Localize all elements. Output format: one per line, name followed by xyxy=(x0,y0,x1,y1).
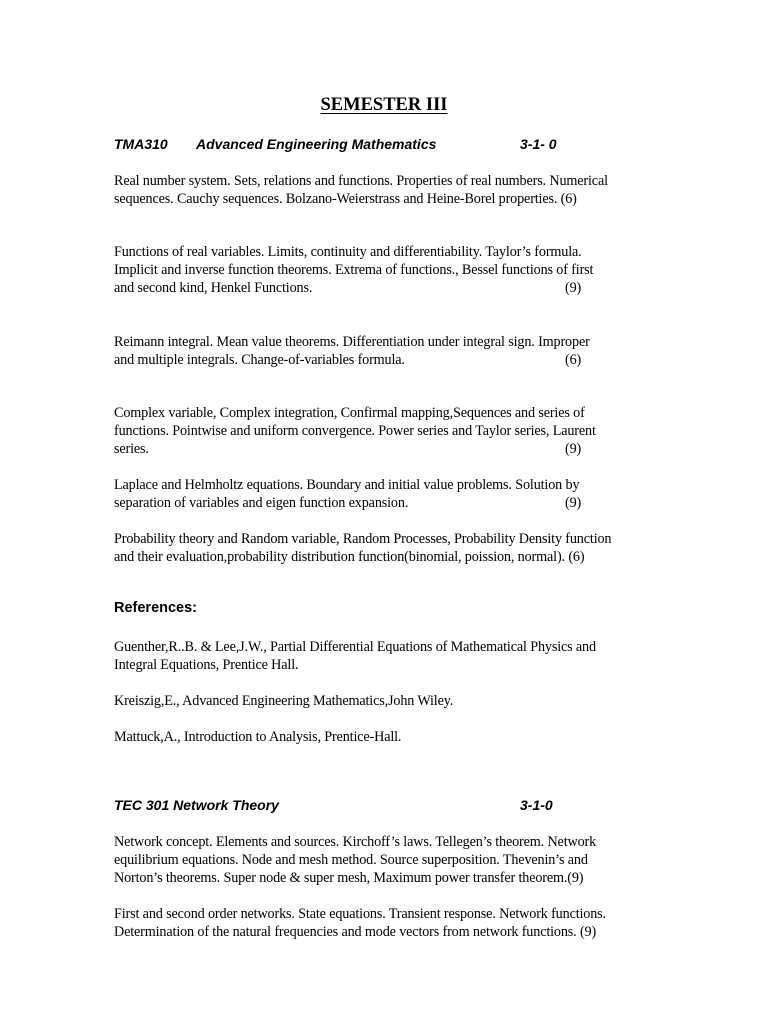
text-line: equilibrium equations. Node and mesh method. Source superposition. Thevenin’s and xyxy=(114,852,588,868)
text-line: sequences. Cauchy sequences. Bolzano-Weierstrass and Heine-Borel properties. (6) xyxy=(114,191,577,207)
text-line: Network concept. Elements and sources. Kirchoff’s laws. Tellegen’s theorem. Network xyxy=(114,834,597,850)
text-line: First and second order networks. State equations. Transient response. Network functions. xyxy=(114,906,606,922)
text-line: Integral Equations, Prentice Hall. xyxy=(114,657,299,673)
course2-code-name: TEC 301 Network Theory xyxy=(114,797,279,813)
text-line: series. xyxy=(114,441,149,457)
hours-label: (6) xyxy=(565,352,582,368)
text-line: Mattuck,A., Introduction to Analysis, Prentice-Hall. xyxy=(114,729,402,745)
course1-paragraph-1 xyxy=(114,172,654,208)
hours-label: (9) xyxy=(565,280,582,296)
references-heading: References: xyxy=(114,600,198,616)
text-line: Guenther,R..B. & Lee,J.W., Partial Differential Equations of Mathematical Physics and xyxy=(114,639,596,655)
text-line: Norton’s theorems. Super node & super mesh, Maximum power transfer theorem.(9) xyxy=(114,870,584,886)
text-line: Reimann integral. Mean value theorems. Differentiation under integral sign. Improper xyxy=(114,334,590,350)
hours-label: (9) xyxy=(565,495,582,511)
text-line: Implicit and inverse function theorems. Extrema of functions., Bessel functions of first xyxy=(114,262,594,278)
text-line: and second kind, Henkel Functions. xyxy=(114,280,313,296)
text-line: and multiple integrals. Change-of-variables formula. xyxy=(114,352,405,368)
text-line: Kreiszig,E., Advanced Engineering Mathematics,John Wiley. xyxy=(114,693,454,709)
course1-name: Advanced Engineering Mathematics xyxy=(196,136,437,152)
course1-paragraph-4 xyxy=(114,404,654,458)
text-line: Determination of the natural frequencies and mode vectors from network functions. (9) xyxy=(114,924,597,940)
text-line: Probability theory and Random variable, Random Processes, Probability Density function xyxy=(114,531,612,547)
text-line: Complex variable, Complex integration, Confirmal mapping,Sequences and series of xyxy=(114,405,585,421)
reference-item-3 xyxy=(114,728,654,746)
text-line: Functions of real variables. Limits, continuity and differentiability. Taylor’s formula. xyxy=(114,244,582,260)
hours-label: (9) xyxy=(565,441,582,457)
course1-paragraph-3 xyxy=(114,333,654,369)
course2-credits: 3-1-0 xyxy=(520,797,553,813)
text-line: separation of variables and eigen function expansion. xyxy=(114,495,409,511)
reference-item-2 xyxy=(114,692,654,710)
course2-paragraph-1 xyxy=(114,833,654,887)
course2-paragraph-2 xyxy=(114,905,654,941)
text-line: functions. Pointwise and uniform convergence. Power series and Taylor series, Laurent xyxy=(114,423,596,439)
semester-title: SEMESTER III xyxy=(320,95,448,115)
course1-paragraph-2 xyxy=(114,243,654,297)
course1-paragraph-5 xyxy=(114,476,654,512)
course1-paragraph-6 xyxy=(114,530,654,566)
reference-item-1 xyxy=(114,638,654,674)
text-line: and their evaluation,probability distribution function(binomial, poission, normal). (6) xyxy=(114,549,585,565)
course1-code: TMA310 xyxy=(114,136,168,152)
text-line: Real number system. Sets, relations and functions. Properties of real numbers. Numerical xyxy=(114,173,608,189)
course1-credits: 3-1- 0 xyxy=(520,136,557,152)
text-line: Laplace and Helmholtz equations. Boundary and initial value problems. Solution by xyxy=(114,477,580,493)
